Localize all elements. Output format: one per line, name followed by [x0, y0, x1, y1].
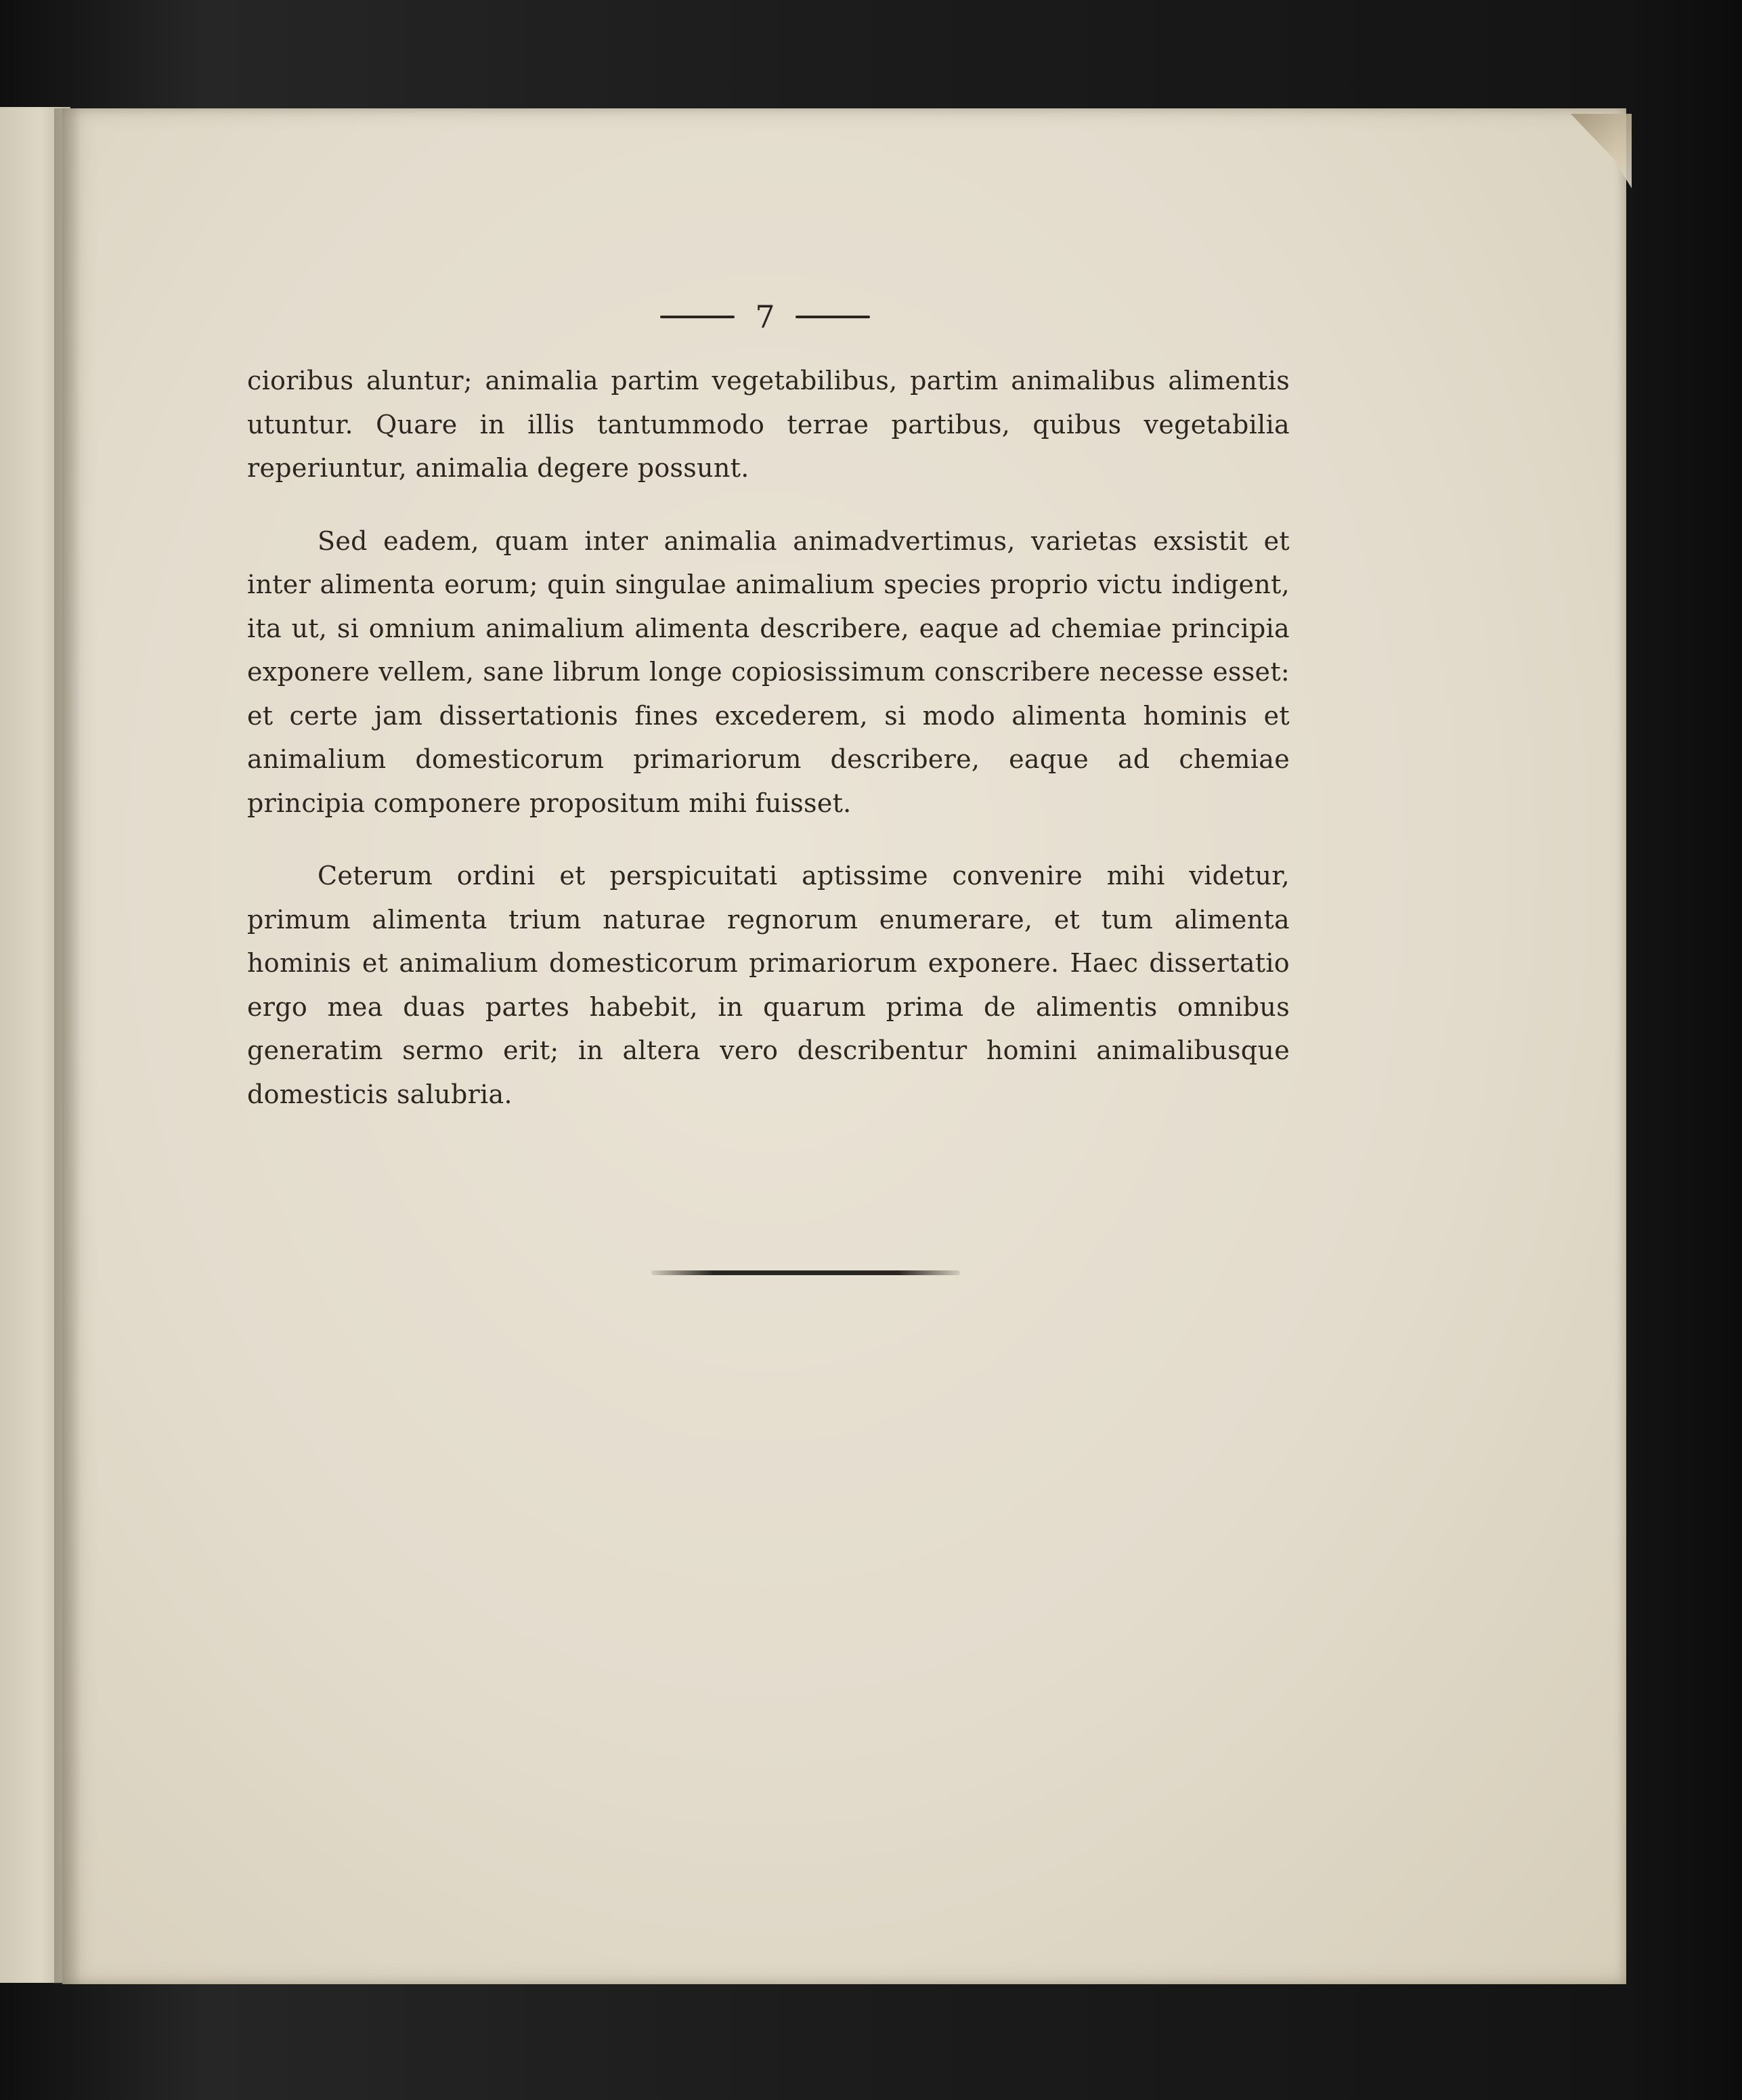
- body-text: [247, 359, 1290, 1116]
- header-rule-right: [796, 316, 870, 318]
- page-header: [636, 295, 894, 339]
- page-number: 7: [755, 299, 775, 335]
- paragraph-2: Sed eadem, quam inter animalia animadvertimus, varietas exsistit et inter alimenta eorum; quin singulae animalium species proprio victu indigent, ita ut, si omnium animalium alimenta describere, eaque ad chemiae principia exponere vellem, sane librum longe copiosissimum conscribere necesse esset: et certe jam dissertationis fines excederem, si modo alimenta hominis et animalium domesticorum primariorum describere, eaque ad chemiae principia componere propositum mihi fuisset.: [247, 526, 1290, 818]
- end-rule: [651, 1270, 960, 1275]
- paragraph-3: Ceterum ordini et perspicuitati aptissime convenire mihi videtur, primum alimenta trium naturae regnorum enumerare, et tum alimenta hominis et animalium domesticorum primariorum exponere. Haec dissertatio ergo mea duas partes habebit, in quarum prima de alimentis omnibus generatim sermo erit; in altera vero describentur homini animalibusque domesticis salubria.: [247, 861, 1290, 1109]
- page-gutter-shadow: [54, 108, 81, 1984]
- paragraph-1: cioribus aluntur; animalia partim vegetabilibus, partim animalibus alimentis utuntur. Quare in illis tantummodo terrae partibus, quibus vegetabilia reperiuntur, animalia degere possunt.: [247, 366, 1290, 483]
- header-rule-left: [660, 316, 735, 318]
